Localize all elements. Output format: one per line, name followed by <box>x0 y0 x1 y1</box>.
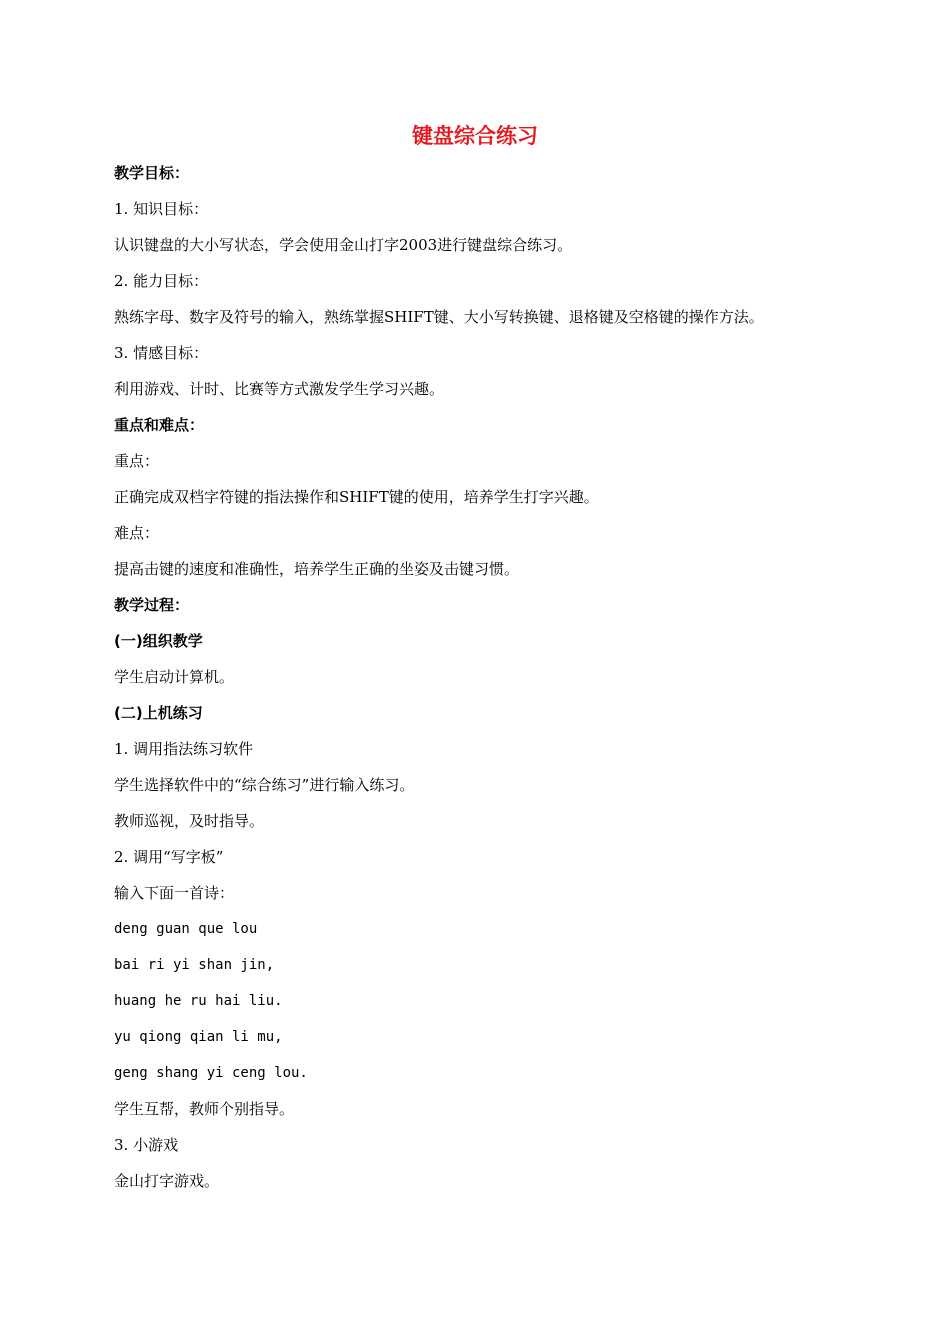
body-text: 利用游戏、计时、比赛等方式激发学生学习兴趣。 <box>114 380 445 398</box>
body-text: 3. 小游戏 <box>114 1136 179 1154</box>
body-text: 难点： <box>114 524 160 542</box>
body-text: 1. 知识目标： <box>114 200 209 218</box>
body-text: 学生选择软件中的“综合练习”进行输入练习。 <box>114 776 415 794</box>
poem-line: yu qiong qian li mu, <box>114 1029 283 1045</box>
body-text: 熟练字母、数字及符号的输入，熟练掌握SHIFT键、大小写转换键、退格键及空格键的操作方法。 <box>114 308 764 326</box>
section-heading: 教学目标： <box>114 164 190 182</box>
body-text: 提高击键的速度和准确性，培养学生正确的坐姿及击键习惯。 <box>114 560 520 578</box>
poem-line: deng guan que lou <box>114 921 258 937</box>
body-text: 2. 能力目标： <box>114 272 209 290</box>
poem-line: huang he ru hai liu. <box>114 993 283 1009</box>
body-text: 教师巡视，及时指导。 <box>114 812 265 830</box>
body-text: 正确完成双档字符键的指法操作和SHIFT键的使用，培养学生打字兴趣。 <box>114 488 599 506</box>
body-text: 2. 调用“写字板” <box>114 848 224 866</box>
poem-line: geng shang yi ceng lou. <box>114 1065 308 1081</box>
body-text: 学生启动计算机。 <box>114 668 235 686</box>
section-heading: (一)组织教学 <box>114 632 203 650</box>
body-text: 输入下面一首诗： <box>114 884 235 902</box>
document-body <box>114 160 844 1204</box>
section-heading: 重点和难点： <box>114 416 205 434</box>
section-heading: 教学过程： <box>114 596 190 614</box>
body-text: 3. 情感目标： <box>114 344 209 362</box>
body-text: 金山打字游戏。 <box>114 1172 220 1190</box>
body-text: 1. 调用指法练习软件 <box>114 740 254 758</box>
body-text: 学生互帮，教师个别指导。 <box>114 1100 295 1118</box>
document-title: 键盘综合练习 <box>412 124 538 148</box>
body-text: 认识键盘的大小写状态，学会使用金山打字2003进行键盘综合练习。 <box>114 236 573 254</box>
poem-line: bai ri yi shan jin, <box>114 957 275 973</box>
section-heading: (二)上机练习 <box>114 704 203 722</box>
body-text: 重点： <box>114 452 160 470</box>
